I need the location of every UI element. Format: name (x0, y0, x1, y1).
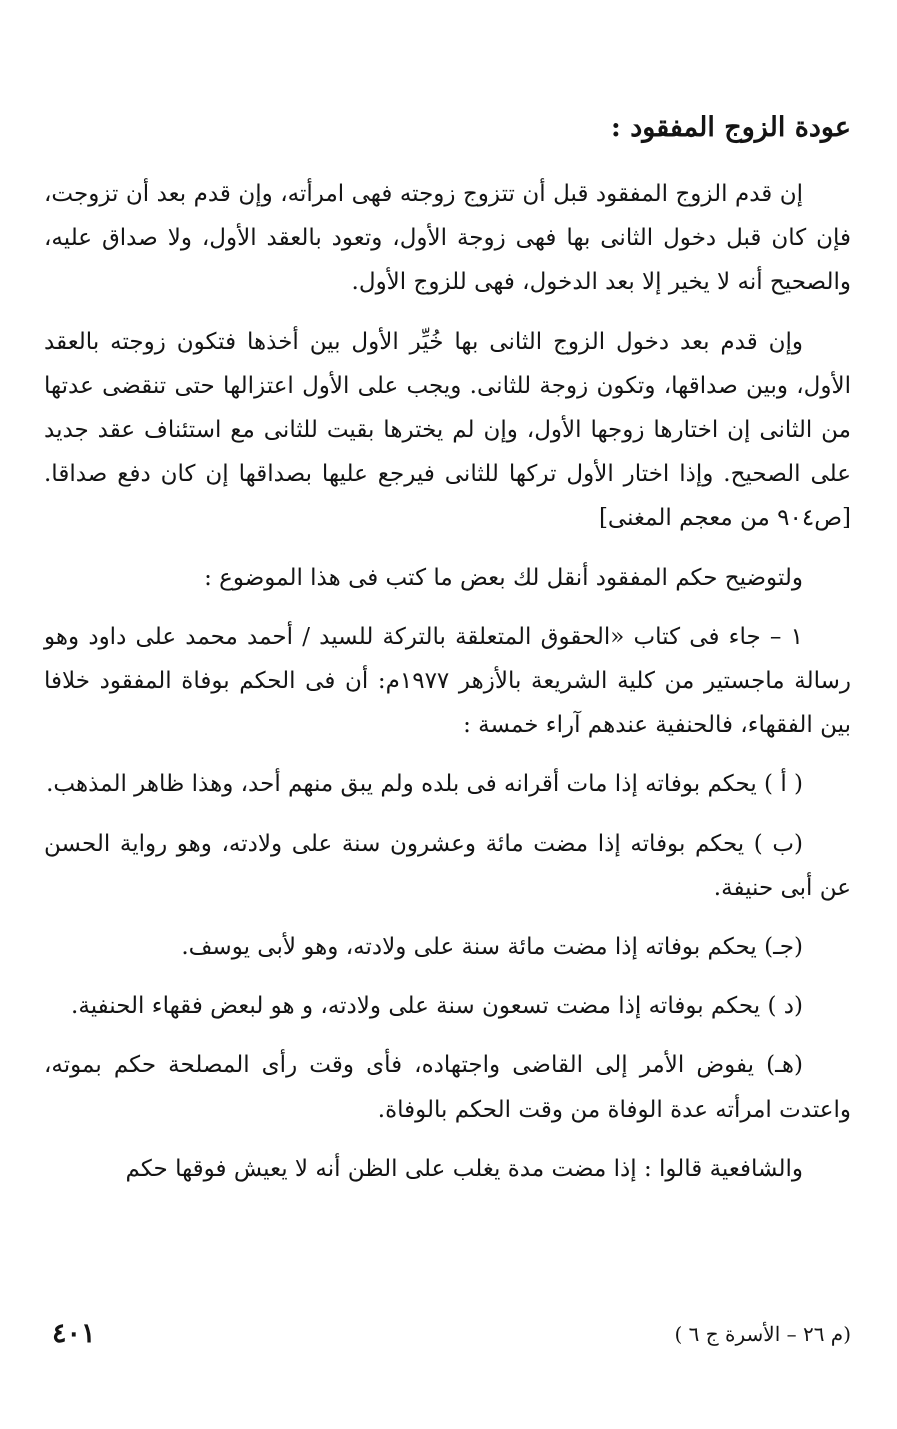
page-number: ٤٠١ (52, 1318, 96, 1349)
body-text (44, 172, 851, 1191)
paragraph: والشافعية قالوا : إذا مضت مدة يغلب على الظن أنه لا يعيش فوقها حكم (125, 1155, 803, 1182)
list-item: (د ) يحكم بوفاته إذا مضت تسعون سنة على ولادته، و هو لبعض فقهاء الحنفية. (71, 993, 803, 1020)
paragraph: ١ – جاء فى كتاب «الحقوق المتعلقة بالتركة للسيد / أحمد محمد على داود وهو رسالة ماجستير من كلية الشريعة بالأزهر ١٩٧٧م: أن فى الحكم بوفاة المفقود خلافا بين الفقهاء، فالحنفية عندهم آراء خمسة : (44, 623, 851, 739)
list-item: ( أ ) يحكم بوفاته إذا مات أقرانه فى بلده ولم يبق منهم أحد، وهذا ظاهر المذهب. (46, 771, 803, 798)
list-item: (هـ) يفوض الأمر إلى القاضى واجتهاده، فأى وقت رأى المصلحة حكم بموته، واعتدت امرأته عدة الوفاة من وقت الحكم بالوفاة. (44, 1052, 851, 1123)
list-item: (جـ) يحكم بوفاته إذا مضت مائة سنة على ولادته، وهو لأبى يوسف. (181, 934, 803, 961)
list-item: (ب ) يحكم بوفاته إذا مضت مائة وعشرون سنة على ولادته، وهو رواية الحسن عن أبى حنيفة. (44, 830, 851, 901)
paragraph: وإن قدم بعد دخول الزوج الثانى بها خُيِّر الأول بين أخذها فتكون زوجته بالعقد الأول، وبين صداقها، وتكون زوجة للثانى. ويجب على الأول اعتزالها حتى تنقضى عدتها من الثانى إن اختارها زوجها الأول، وإن لم يخترها بقيت للثانى مع استئناف عقد جديد على الصحيح. وإذا اختار الأول تركها للثانى فيرجع عليها بصداقها إن كان دفع صداقا.[ص٩٠٤ من معجم المغنى] (44, 328, 851, 532)
paragraph: إن قدم الزوج المفقود قبل أن تتزوج زوجته فهى امرأته، وإن قدم بعد أن تزوجت، فإن كان قبل دخول الثانى بها فهى زوجة الأول، وتعود بالعقد الأول، ولا صداق عليه، والصحيح أنه لا يخير إلا بعد الدخول، فهى للزوج الأول. (44, 181, 851, 296)
paragraph: ولتوضيح حكم المفقود أنقل لك بعض ما كتب فى هذا الموضوع : (204, 564, 803, 591)
signature-mark: (م ٢٦ – الأسرة ج ٦ ) (674, 1322, 851, 1346)
section-heading: عودة الزوج المفقود : (610, 112, 851, 143)
